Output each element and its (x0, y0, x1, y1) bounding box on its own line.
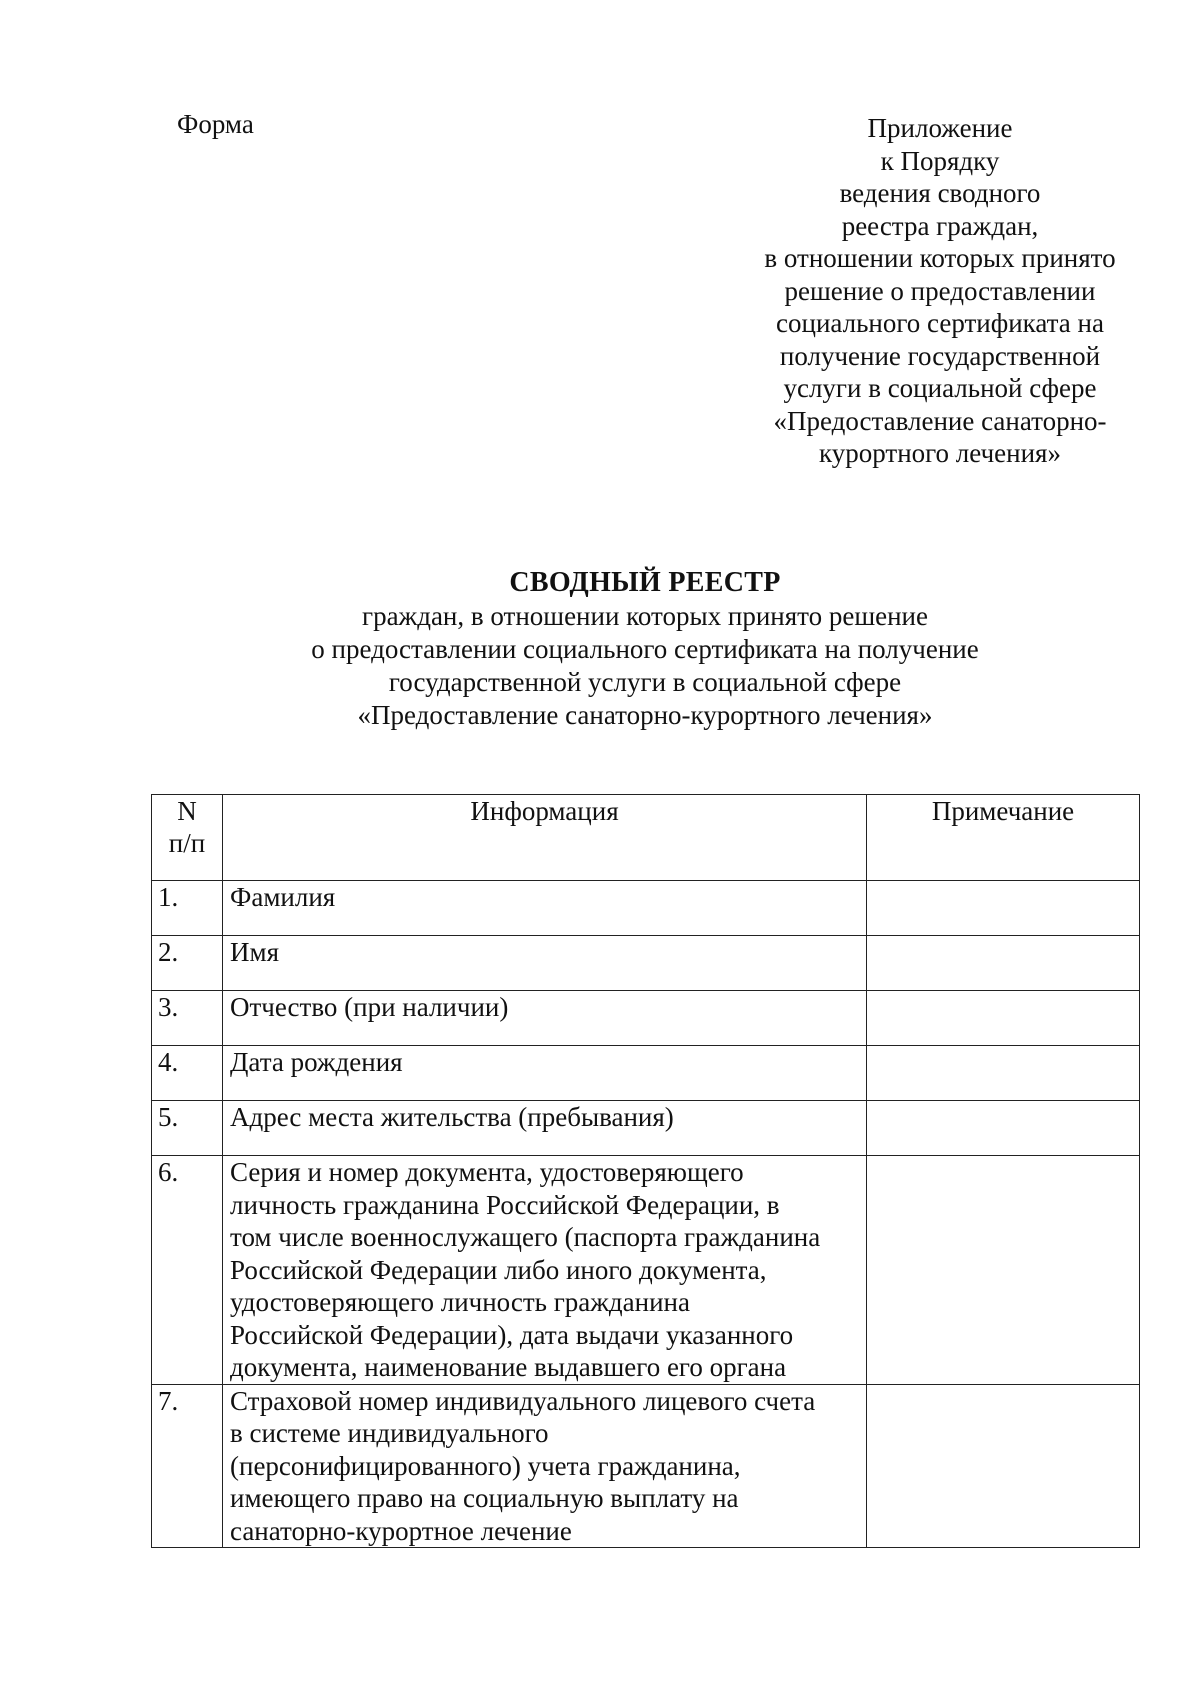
document-title: СВОДНЫЙ РЕЕСТР (509, 567, 781, 598)
number-header-line: N (177, 796, 197, 826)
row-info (223, 991, 867, 1046)
appendix-line: Приложение (867, 113, 1013, 143)
appendix-line: получение государственной (779, 340, 1101, 371)
row-info-line: документа, наименование выдавшего его органа (230, 1352, 787, 1382)
number-column-header (152, 795, 223, 881)
row-info-line: личность гражданина Российской Федерации, в (230, 1189, 780, 1220)
document-heading (0, 566, 1200, 732)
table-row (152, 1156, 1140, 1385)
appendix-line: социального сертификата на (776, 308, 1104, 338)
row-number: 7. (152, 1384, 223, 1548)
row-info-line: удостоверяющего личность гражданина (230, 1287, 690, 1317)
row-info (223, 1101, 867, 1156)
row-info (223, 1046, 867, 1101)
row-info-line: Дата рождения (230, 1047, 403, 1077)
form-label: Форма (177, 109, 254, 139)
row-info-line: Адрес места жительства (пребывания) (230, 1102, 674, 1132)
row-info-line: Российской Федерации), дата выдачи указанного (230, 1319, 794, 1350)
appendix-line: реестра граждан, (841, 210, 1039, 241)
table-row (152, 991, 1140, 1046)
row-info (223, 1384, 867, 1548)
table-row (152, 1046, 1140, 1101)
row-info-line: Фамилия (230, 882, 336, 912)
row-info-line: имеющего право на социальную выплату на (230, 1483, 739, 1513)
row-note (867, 1101, 1140, 1156)
number-header-line: п/п (168, 828, 206, 858)
row-number: 6. (152, 1156, 223, 1385)
row-note (867, 936, 1140, 991)
document-subtitle-line: государственной услуги в социальной сфере (388, 667, 902, 697)
row-info-line: Серия и номер документа, удостоверяющего (230, 1157, 744, 1187)
row-info-line: в системе индивидуального (230, 1418, 549, 1448)
row-info-line: Российской Федерации либо иного документа, (230, 1254, 767, 1285)
row-note (867, 881, 1140, 936)
row-info (223, 881, 867, 936)
appendix-line: ведения сводного (839, 178, 1041, 208)
row-note (867, 1156, 1140, 1385)
row-number: 2. (152, 936, 223, 991)
appendix-line: «Предоставление санаторно- (773, 405, 1107, 436)
row-note (867, 1384, 1140, 1548)
row-number: 4. (152, 1046, 223, 1101)
row-info (223, 936, 867, 991)
note-column-header: Примечание (867, 795, 1140, 881)
row-note (867, 1046, 1140, 1101)
info-column-header: Информация (223, 795, 867, 881)
row-info-line: Отчество (при наличии) (230, 992, 509, 1022)
appendix-line: решение о предоставлении (784, 275, 1096, 306)
document-subtitle-line: о предоставлении социального сертификата на получение (311, 634, 979, 664)
appendix-line: курортного лечения» (819, 438, 1061, 468)
appendix-line: услуги в социальной сфере (783, 373, 1097, 403)
appendix-line: к Порядку (880, 145, 1000, 176)
table-row (152, 1384, 1140, 1548)
table-row (152, 1101, 1140, 1156)
document-subtitle-line: «Предоставление санаторно-курортного лечения» (357, 700, 933, 730)
table-row (152, 936, 1140, 991)
row-info (223, 1156, 867, 1385)
row-info-line: Страховой номер индивидуального лицевого счета (230, 1385, 816, 1416)
row-info-line: санаторно-курортное лечение (230, 1515, 572, 1546)
document-subtitle-line: граждан, в отношении которых принято решение (362, 601, 928, 631)
appendix-line: в отношении которых принято (764, 243, 1116, 273)
row-number: 5. (152, 1101, 223, 1156)
row-number: 3. (152, 991, 223, 1046)
table-header-row (152, 795, 1140, 881)
registry-table (151, 794, 1140, 1548)
appendix-block (700, 112, 1180, 470)
row-number: 1. (152, 881, 223, 936)
row-info-line: Имя (230, 937, 280, 967)
row-info-line: (персонифицированного) учета гражданина, (230, 1450, 741, 1481)
row-info-line: том числе военнослужащего (паспорта гражданина (230, 1222, 821, 1252)
table-row (152, 881, 1140, 936)
row-note (867, 991, 1140, 1046)
